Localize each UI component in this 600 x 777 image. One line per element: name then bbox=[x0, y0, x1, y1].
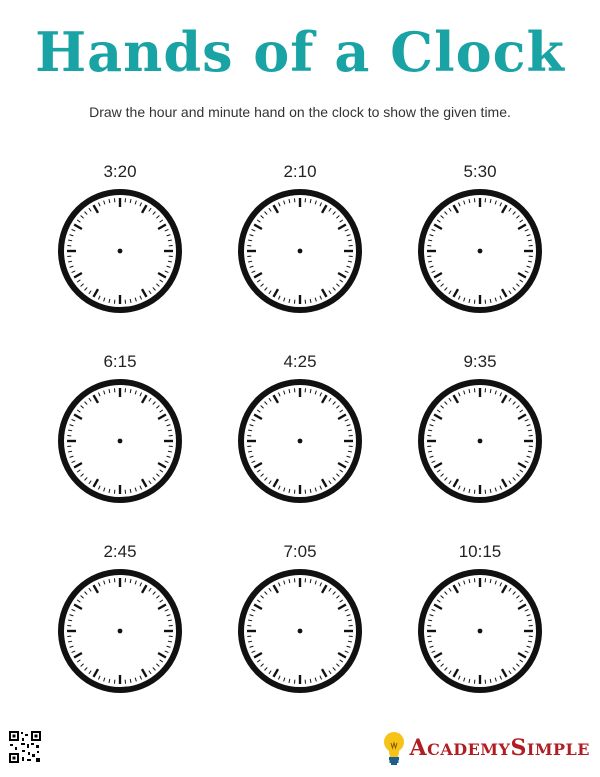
clock-cell bbox=[210, 540, 390, 720]
brand-word-2-rest: IMPLE bbox=[526, 740, 590, 759]
clock-center-dot bbox=[118, 629, 123, 634]
clock-center-dot bbox=[478, 439, 483, 444]
clock-center-dot bbox=[118, 249, 123, 254]
clock-face[interactable] bbox=[415, 186, 545, 316]
clock-face[interactable] bbox=[235, 376, 365, 506]
clock-center-dot bbox=[298, 439, 303, 444]
brand-letter-a: A bbox=[409, 735, 428, 761]
clock-time-label: 10:15 bbox=[458, 542, 502, 561]
clock-time-label: 6:15 bbox=[103, 352, 137, 371]
clock-cell bbox=[390, 160, 570, 340]
clock-center-dot bbox=[118, 439, 123, 444]
brand-name bbox=[410, 735, 591, 761]
brand-word-1-rest: CADEMY bbox=[427, 740, 511, 759]
clock-center-dot bbox=[478, 249, 483, 254]
qr-code-icon bbox=[8, 730, 42, 764]
lightbulb-icon bbox=[382, 729, 406, 767]
page-title: Hands of a Clock bbox=[35, 20, 565, 84]
clock-cell bbox=[30, 160, 210, 340]
clock-face[interactable] bbox=[415, 376, 545, 506]
clock-time-label: 4:25 bbox=[283, 352, 317, 371]
clock-face[interactable] bbox=[55, 566, 185, 696]
clock-time-label: 9:35 bbox=[463, 352, 497, 371]
clock-grid bbox=[30, 160, 570, 680]
clock-center-dot bbox=[298, 249, 303, 254]
clock-cell bbox=[30, 350, 210, 530]
clock-cell bbox=[390, 350, 570, 530]
clock-cell bbox=[210, 350, 390, 530]
brand-letter-s: S bbox=[510, 735, 527, 761]
clock-face[interactable] bbox=[415, 566, 545, 696]
clock-time-label: 3:20 bbox=[103, 162, 137, 181]
clock-face[interactable] bbox=[235, 566, 365, 696]
clock-center-dot bbox=[298, 629, 303, 634]
clock-face[interactable] bbox=[55, 376, 185, 506]
clock-time-label: 2:45 bbox=[103, 542, 137, 561]
clock-cell bbox=[30, 540, 210, 720]
brand-logo bbox=[382, 728, 591, 768]
clock-cell bbox=[390, 540, 570, 720]
clock-face[interactable] bbox=[55, 186, 185, 316]
instruction-text: Draw the hour and minute hand on the clock to show the given time. bbox=[89, 104, 511, 120]
clock-cell bbox=[210, 160, 390, 340]
clock-face[interactable] bbox=[235, 186, 365, 316]
clock-time-label: 7:05 bbox=[283, 542, 317, 561]
clock-time-label: 2:10 bbox=[283, 162, 317, 181]
clock-center-dot bbox=[478, 629, 483, 634]
clock-time-label: 5:30 bbox=[463, 162, 497, 181]
